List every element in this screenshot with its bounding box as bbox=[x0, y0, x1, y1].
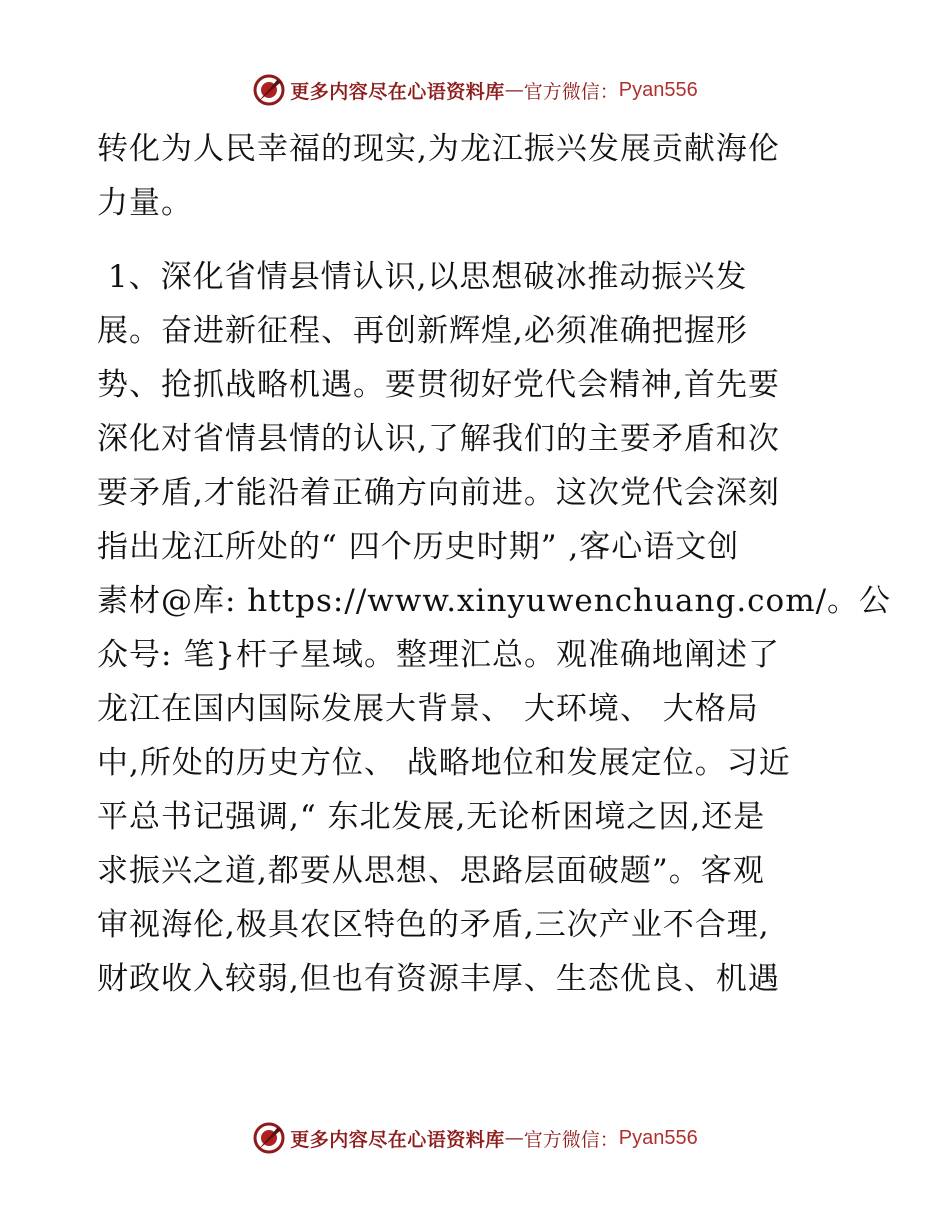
text-line: 财政收入较弱,但也有资源丰厚、生态优良、机遇 bbox=[97, 961, 780, 997]
quill-seal-icon bbox=[252, 73, 286, 107]
text-line: 指出龙江所处的“ 四个历史时期” ,客心语文创 bbox=[97, 529, 740, 565]
header-wechat-id: Pyan556 bbox=[618, 78, 698, 101]
text-line: 平总书记强调,“ 东北发展,无论析困境之因,还是 bbox=[97, 799, 766, 835]
text-line: 龙江在国内国际发展大背景、 大环境、 大格局 bbox=[97, 691, 759, 727]
text-line: 求振兴之道,都要从思想、思路层面破题”。客观 bbox=[97, 853, 765, 889]
text-line: 素材@库: https://www.xinyuwenchuang.com/。公 bbox=[97, 583, 892, 619]
quill-seal-icon bbox=[252, 1121, 286, 1155]
header-brand-text: 更多内容尽在心语资料库 bbox=[290, 80, 505, 103]
text-line: 势、抢抓战略机遇。要贯彻好党代会精神,首先要 bbox=[97, 367, 780, 403]
text-line: 中,所处的历史方位、 战略地位和发展定位。习近 bbox=[97, 745, 791, 781]
text-line: 深化对省情县情的认识,了解我们的主要矛盾和次 bbox=[97, 421, 780, 457]
footer-dash: — bbox=[504, 1127, 524, 1149]
paragraph-1 bbox=[97, 122, 857, 230]
text-line: 众号: 笔}杆子星域。整理汇总。观准确地阐述了 bbox=[97, 637, 781, 673]
header-dash: — bbox=[504, 79, 524, 101]
footer-banner bbox=[0, 1118, 950, 1158]
header-banner bbox=[0, 70, 950, 110]
text-line: 展。奋进新征程、再创新辉煌,必须准确把握形 bbox=[97, 313, 748, 349]
text-line: 转化为人民幸福的现实,为龙江振兴发展贡献海伦 bbox=[97, 131, 780, 167]
text-line: 力量。 bbox=[97, 185, 193, 221]
footer-wechat-label: 官方微信： bbox=[523, 1128, 619, 1151]
text-line: 要矛盾,才能沿着正确方向前进。这次党代会深刻 bbox=[97, 475, 780, 511]
footer-wechat-id: Pyan556 bbox=[618, 1126, 698, 1149]
text-line: 1、深化省情县情认识,以思想破冰推动振兴发 bbox=[97, 259, 748, 295]
footer-brand-text: 更多内容尽在心语资料库 bbox=[290, 1128, 505, 1151]
text-line: 审视海伦,极具农区特色的矛盾,三次产业不合理, bbox=[97, 907, 770, 943]
header-wechat-label: 官方微信： bbox=[523, 80, 619, 103]
document-body bbox=[97, 122, 892, 1006]
paragraph-2 bbox=[97, 250, 892, 1006]
